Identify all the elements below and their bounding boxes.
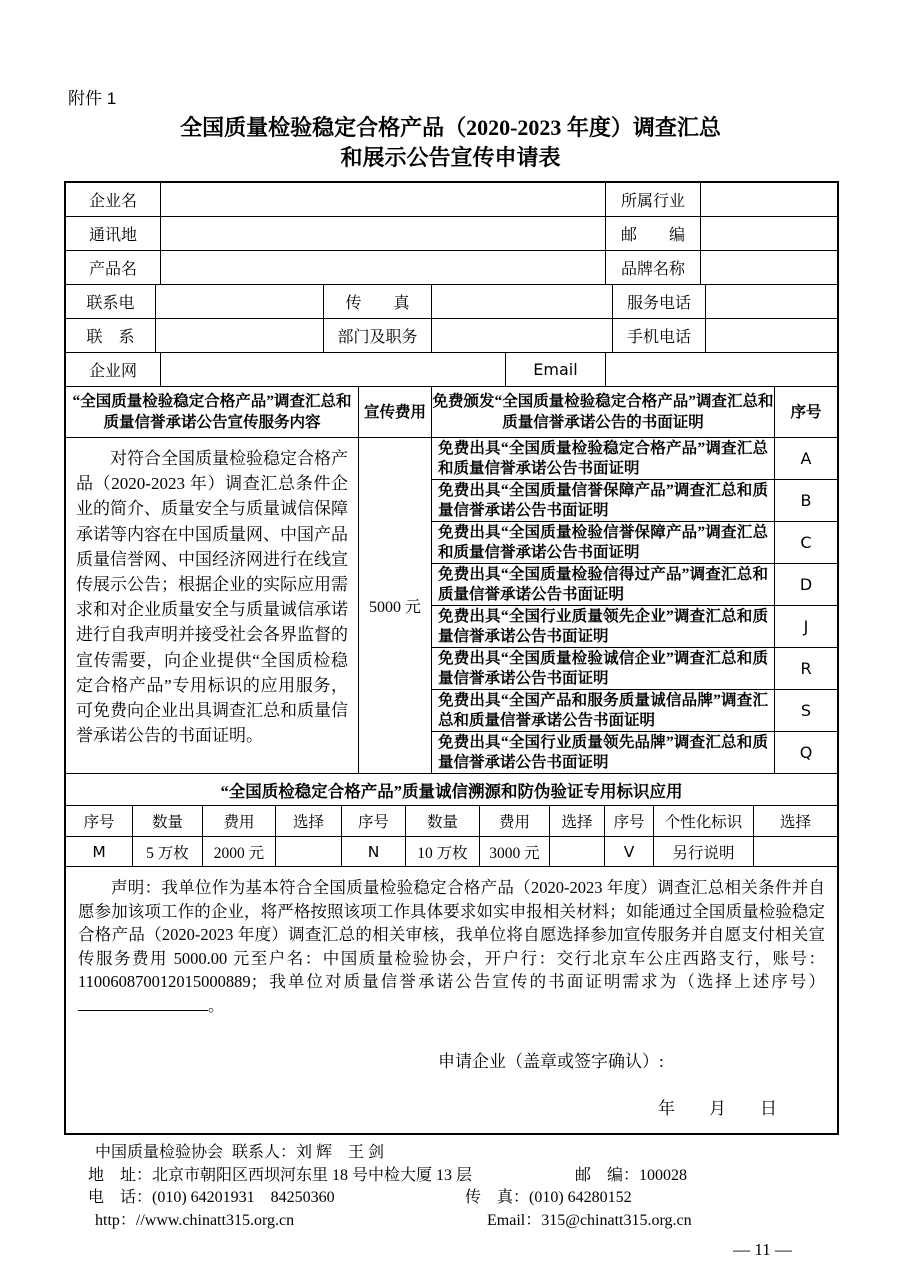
service-fee-header: 宣传费用 xyxy=(359,387,432,437)
cert-row xyxy=(432,606,837,648)
cert-row xyxy=(432,690,837,732)
cert-code: J xyxy=(803,617,809,636)
cert-code: C xyxy=(800,533,812,552)
org-website: http：//www.chinatt315.org.cn xyxy=(95,1211,295,1229)
cert-code: R xyxy=(800,659,812,678)
org-fax: 传 真：(010) 64280152 xyxy=(465,1189,632,1206)
cert-code: Q xyxy=(799,743,813,762)
declaration-suffix: 。 xyxy=(208,995,225,1015)
brand-name-label: 品牌名称 xyxy=(606,251,701,284)
org-name: 中国质量检验协会 xyxy=(95,1144,224,1161)
service-fee-value: 5000 元 xyxy=(359,438,432,773)
cert-text: 免费出具“全国行业质量领先企业”调查汇总和质量信誉承诺公告书面证明 xyxy=(432,606,775,647)
mark-select-n[interactable] xyxy=(550,837,605,866)
mark-code-v: V xyxy=(605,837,654,866)
brand-name-field[interactable] xyxy=(701,251,837,284)
cert-text: 免费出具“全国质量检验信得过产品”调查汇总和质量信誉承诺公告书面证明 xyxy=(432,564,775,605)
service-content-header: “全国质量检验稳定合格产品”调查汇总和质量信誉承诺公告宣传服务内容 xyxy=(66,387,359,437)
contact-label: 联 系 xyxy=(66,319,156,352)
page-number: — 11 — xyxy=(733,1240,792,1259)
mobile-label: 手机电话 xyxy=(613,319,706,352)
mark-header-cell: 选择 xyxy=(276,806,342,836)
mark-code-m: M xyxy=(66,837,133,866)
serial-selection-blank[interactable] xyxy=(78,996,208,1011)
service-phone-field[interactable] xyxy=(706,285,837,318)
row-company xyxy=(66,183,837,217)
address-field[interactable] xyxy=(161,217,606,250)
cert-row xyxy=(432,522,837,564)
mark-header-cell: 序号 xyxy=(605,806,654,836)
declaration-text xyxy=(78,876,825,1017)
cert-row xyxy=(432,648,837,690)
cert-code: B xyxy=(800,491,812,510)
attachment-label: 附件 1 xyxy=(68,89,117,108)
website-field[interactable] xyxy=(161,353,506,386)
form-title-line2: 和展示公告宣传申请表 xyxy=(340,145,561,170)
cert-row xyxy=(432,480,837,522)
postcode-label: 邮 编 xyxy=(606,217,701,250)
email-field[interactable] xyxy=(606,353,837,386)
cert-text: 免费出具“全国质量信誉保障产品”调查汇总和质量信誉承诺公告书面证明 xyxy=(432,480,775,521)
footer-line-web xyxy=(88,1210,900,1233)
mark-qty-n: 10 万枚 xyxy=(406,837,480,866)
cert-row xyxy=(432,732,837,773)
cert-code: D xyxy=(799,575,813,594)
declaration-body: 声明：我单位作为基本符合全国质量检验稳定合格产品（2020-2023 年度）调查汇总相关条件并自愿参加该项工作的企业，将严格按照该项工作具体要求如实申报相关材料；如能通过全国质量检验稳定合格产品（2020-2023 年度）调查汇总的相关审核，我单位将自愿选择参加宣传服务并自愿支付相关宣传服务费用 5000.00 元至户名：中国质量检验协会，开户行：交行北京车公庄西路支行，账号：110060870012015000889；我单位对质量信誉承诺公告宣传的书面证明需求为（选择上述序号） xyxy=(78,878,825,991)
mark-section-title: “全国质检稳定合格产品”质量诚信溯源和防伪验证专用标识应用 xyxy=(66,774,837,806)
mark-value-row xyxy=(66,837,837,867)
cert-text: 免费出具“全国行业质量领先品牌”调查汇总和质量信誉承诺公告书面证明 xyxy=(432,732,775,773)
mark-header-cell: 费用 xyxy=(480,806,550,836)
mark-qty-m: 5 万枚 xyxy=(133,837,203,866)
product-name-field[interactable] xyxy=(161,251,606,284)
dept-label: 部门及职务 xyxy=(324,319,432,352)
service-cert-header: 免费颁发“全国质量检验稳定合格产品”调查汇总和质量信誉承诺公告的书面证明 xyxy=(432,387,775,437)
service-body xyxy=(66,438,837,774)
cert-text: 免费出具“全国质量检验信誉保障产品”调查汇总和质量信誉承诺公告书面证明 xyxy=(432,522,775,563)
website-label: 企业网 xyxy=(66,353,161,386)
mark-fee-n: 3000 元 xyxy=(480,837,550,866)
phone-label: 联系电 xyxy=(66,285,156,318)
mark-header-cell: 序号 xyxy=(342,806,406,836)
email-label: Email xyxy=(506,353,606,386)
mark-header-cell: 序号 xyxy=(66,806,133,836)
mark-custom-label: 另行说明 xyxy=(654,837,754,866)
industry-label: 所属行业 xyxy=(606,183,701,216)
contact-footer xyxy=(88,1142,900,1232)
mark-select-m[interactable] xyxy=(276,837,342,866)
mark-select-v[interactable] xyxy=(754,837,837,866)
org-email: Email：315@chinatt315.org.cn xyxy=(487,1211,692,1229)
contact-persons: 联系人：刘 辉 王 剑 xyxy=(232,1144,385,1161)
address-label: 通讯地 xyxy=(66,217,161,250)
fax-label: 传 真 xyxy=(324,285,432,318)
mark-header-cell: 数量 xyxy=(406,806,480,836)
mark-header-cell: 选择 xyxy=(779,814,811,831)
certificate-list xyxy=(432,438,837,773)
cert-row xyxy=(432,438,837,480)
mobile-field[interactable] xyxy=(706,319,837,352)
cert-code: A xyxy=(800,449,812,468)
declaration-section xyxy=(66,867,837,1133)
service-phone-label: 服务电话 xyxy=(613,285,706,318)
cert-text: 免费出具“全国产品和服务质量诚信品牌”调查汇总和质量信誉承诺公告书面证明 xyxy=(432,690,775,731)
mark-header-cell: 费用 xyxy=(203,806,276,836)
mark-fee-m: 2000 元 xyxy=(203,837,276,866)
cert-text: 免费出具“全国质量检验稳定合格产品”调查汇总和质量信誉承诺公告书面证明 xyxy=(432,438,775,479)
cert-row xyxy=(432,564,837,606)
company-name-label: 企业名 xyxy=(66,183,161,216)
footer-line-phone xyxy=(88,1187,900,1210)
date-label: 年 月 日 xyxy=(658,1099,777,1118)
org-phone: 电 话：(010) 64201931 84250360 xyxy=(88,1189,335,1206)
mark-header-cell: 选择 xyxy=(550,806,605,836)
fax-field[interactable] xyxy=(432,285,613,318)
row-product xyxy=(66,251,837,285)
application-form-table xyxy=(64,181,839,1135)
company-name-field[interactable] xyxy=(161,183,606,216)
dept-field[interactable] xyxy=(432,319,613,352)
footer-line-org xyxy=(88,1142,900,1165)
form-title xyxy=(65,113,836,173)
phone-field[interactable] xyxy=(156,285,324,318)
postcode-field[interactable] xyxy=(701,217,837,250)
form-title-line1: 全国质量检验稳定合格产品（2020-2023 年度）调查汇总 xyxy=(180,115,721,140)
mark-header-cell: 个性化标识 xyxy=(654,806,754,836)
row-website xyxy=(66,353,837,387)
cert-code: S xyxy=(800,701,812,720)
row-phone xyxy=(66,285,837,319)
row-contact xyxy=(66,319,837,353)
org-postcode: 邮 编：100028 xyxy=(575,1166,688,1184)
contact-field[interactable] xyxy=(156,319,324,352)
service-header-row xyxy=(66,387,837,438)
product-name-label: 产品名 xyxy=(66,251,161,284)
service-content-text: 对符合全国质量检验稳定合格产品（2020-2023 年）调查汇总条件企业的简介、质量安全与质量诚信保障承诺等内容在中国质量网、中国产品质量信誉网、中国经济网进行在线宣传展示公告；根据企业的实际应用需求和对企业质量安全与质量诚信承诺进行自我声明并接受社会各界监督的宣传需要，向企业提供“全国质检稳定合格产品”专用标识的应用服务，可免费向企业出具调查汇总和质量信誉承诺公告的书面证明。 xyxy=(66,438,359,773)
applicant-sign-label: 申请企业（盖章或签字确认）: xyxy=(438,1052,664,1071)
org-address: 地 址：北京市朝阳区西坝河东里 18 号中检大厦 13 层 xyxy=(88,1166,473,1184)
mark-header-row xyxy=(66,806,837,837)
cert-text: 免费出具“全国质量检验诚信企业”调查汇总和质量信誉承诺公告书面证明 xyxy=(432,648,775,689)
service-code-header: 序号 xyxy=(790,403,822,421)
row-address xyxy=(66,217,837,251)
industry-field[interactable] xyxy=(701,183,837,216)
mark-header-cell: 数量 xyxy=(133,806,203,836)
mark-code-n: N xyxy=(342,837,406,866)
footer-line-address xyxy=(88,1165,900,1188)
